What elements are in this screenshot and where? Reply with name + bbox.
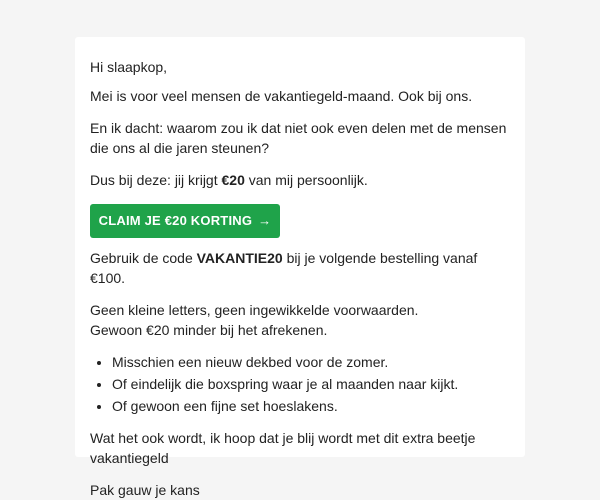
- conditions-line-2: Gewoon €20 minder bij het afrekenen.: [90, 322, 328, 338]
- greeting: Hi slaapkop,: [90, 59, 168, 75]
- claim-discount-button[interactable]: [90, 204, 280, 238]
- paragraph-delen: En ik dacht: waarom zou ik dat niet ook even delen met de mensen die ons al die jaren steunen?: [90, 120, 507, 156]
- discount-code: VAKANTIE20: [196, 250, 283, 266]
- list-item: • Of gewoon een fijne set hoeslakens.: [112, 396, 510, 416]
- email-body: [75, 37, 525, 498]
- offer-text-before: Dus bij deze: jij krijgt: [90, 172, 222, 188]
- conditions-line-1: Geen kleine letters, geen ingewikkelde voorwaarden.: [90, 302, 419, 318]
- claim-discount-label: CLAIM JE €20 KORTING: [98, 213, 253, 228]
- list-item: • Of eindelijk die boxspring waar je al maanden naar kijkt.: [112, 374, 510, 394]
- paragraph-closing: Wat het ook wordt, ik hoop dat je blij wordt met dit extra beetje vakantiegeld: [90, 430, 476, 466]
- paragraph-code: [90, 248, 510, 288]
- paragraph-call-to-action: Pak gauw je kans: [90, 482, 200, 498]
- offer-amount: €20: [221, 172, 245, 188]
- code-text-after: bij je volgende bestelling vanaf €100.: [90, 250, 478, 286]
- list-item: • Misschien een nieuw dekbed voor de zomer.: [112, 352, 510, 372]
- code-text-before: Gebruik de code: [90, 250, 197, 266]
- paragraph-vakantiegeld: Mei is voor veel mensen de vakantiegeld-maand. Ook bij ons.: [90, 88, 473, 104]
- paragraph-conditions: [90, 300, 510, 340]
- arrow-right-icon: →: [258, 213, 272, 228]
- suggestion-list: [90, 352, 510, 416]
- offer-text-after: van mij persoonlijk.: [244, 172, 368, 188]
- paragraph-offer: [90, 170, 510, 190]
